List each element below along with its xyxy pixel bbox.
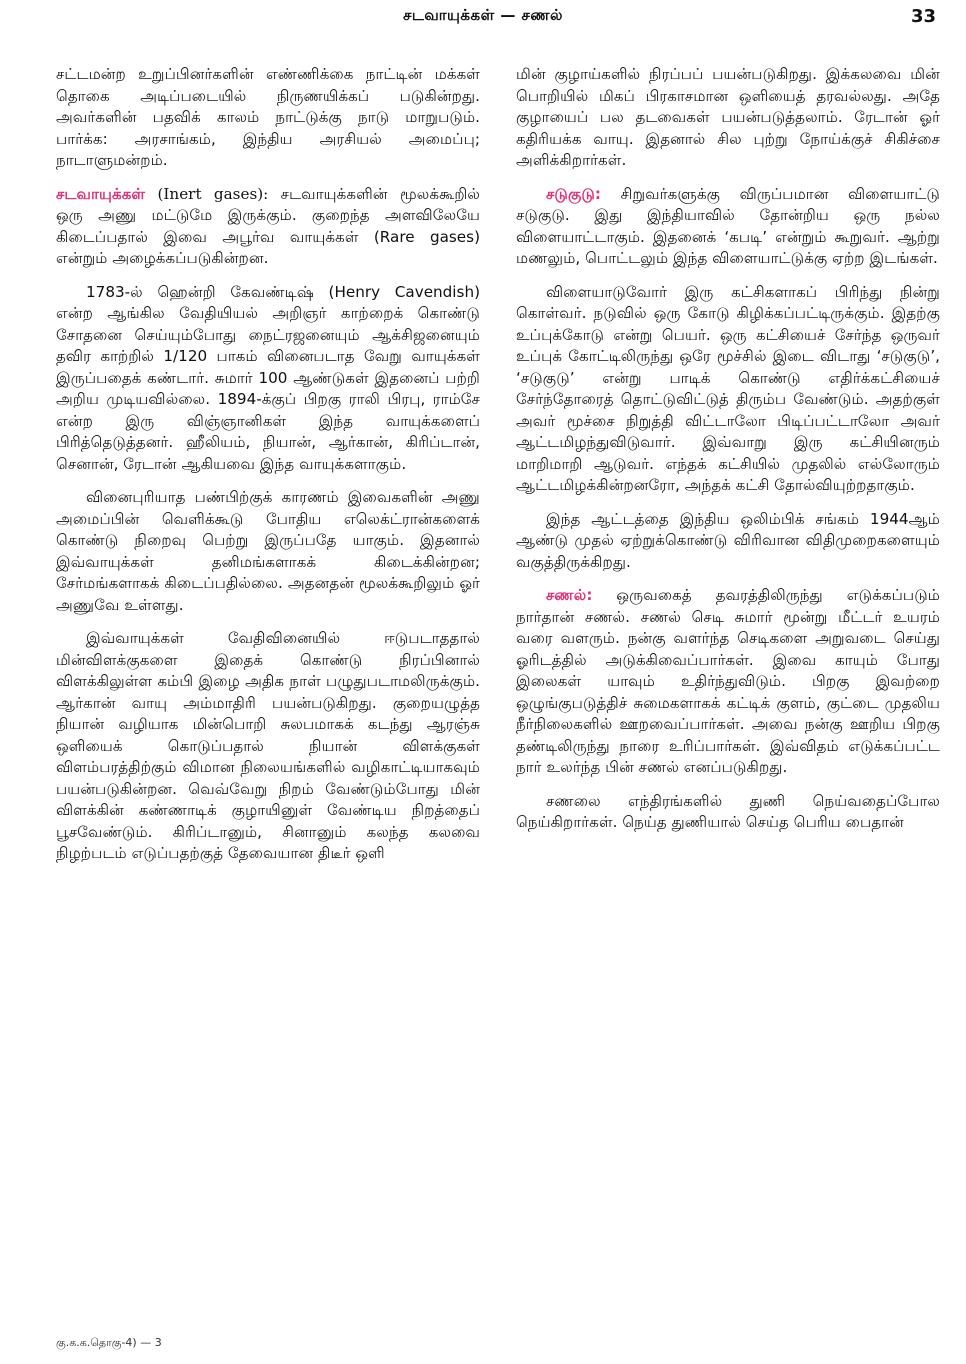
entry-text: ஒருவகைத் தவரத்திலிருந்து எடுக்கப்படும் நார்தான் சணல். சணல் செடி சுமார் மூன்று மீட்டர் உயரம் வரை வளரும். நன்கு வளர்ந்த செடிகளை அறுவடை செய்து ஓரிடத்தில் அடுக்கிவைப்பார்கள். இவை காயும் போது இலைகள் யாவும் உதிர்ந்துவிடும். பிறகு இவற்றை ஒழுங்குபடுத்திச் சுமைகளாகக் கட்டிக் குளம், குட்டை முதலிய நீர்நிலைகளில் ஊறவைப்பார்கள். அவை நன்கு ஊறிய பிறகு தண்டிலிருந்து நாரை உரிப்பார்கள். இவ்விதம் எடுக்கப்பட்ட நார் உலர்ந்த பின் சணல் எனப்படுகிறது.: [516, 586, 940, 776]
printer-signature: கு.க.க.தொகு-4) — 3: [56, 1336, 162, 1349]
left-column: [56, 64, 480, 1314]
running-head: சடவாயுக்கள் — சணல்: [403, 6, 563, 24]
entry-term: சணல்:: [546, 586, 593, 604]
right-column: [516, 64, 940, 1314]
paragraph: இந்த ஆட்டத்தை இந்திய ஒலிம்பிக் சங்கம் 1944ஆம் ஆண்டு முதல் ஏற்றுக்கொண்டு விரிவான விதிமுறைகளையும் வகுத்திருக்கிறது.: [516, 509, 940, 571]
entry-inert-gases: [56, 184, 480, 270]
page-header: [0, 6, 966, 30]
entry-text: சடவாயுக்களின் மூலக்கூறில் ஒரு அணு மட்டுமே இருக்கும். குறைந்த அளவிலேயே கிடைப்பதால் இவை அபூர்வ வாயுக்கள் (Rare gases) என்றும் அழைக்கப்படுகின்றன.: [56, 184, 480, 267]
entry-text: சிறுவர்களுக்கு விருப்பமான விளையாட்டு சடுகுடு. இது இந்தியாவில் தோன்றிய ஒரு நல்ல விளையாட்டாகும். இதனைக் ‘கபடி’ என்றும் கூறுவர். ஆற்று மணலும், பொட்டலும் இந்த விளையாட்டுக்கு ஏற்ற இடங்கள்.: [516, 184, 940, 267]
paragraph: மின் குழாய்களில் நிரப்பப் பயன்படுகிறது. இக்கலவை மின் பொறியில் மிகப் பிரகாசமான ஒளியைத் தரவல்லது. அதே குழாயைப் பல தடவைகள் பயன்படுத்தலாம். ரேடான் ஓர் கதிரியக்க வாயு. இதனால் சில புற்று நோய்க்குச் சிகிச்சை அளிக்கிறார்கள்.: [516, 65, 940, 169]
paragraph: விளையாடுவோர் இரு கட்சிகளாகப் பிரிந்து நின்று கொள்வர். நடுவில் ஒரு கோடு கிழிக்கப்பட்டிருக்கும். இதற்கு உப்புக்கோடு என்று பெயர். ஒரு கட்சியைச் சேர்ந்த ஒருவர் உப்புக் கோட்டிலிருந்து ஒரே மூச்சில் இடை விடாது ‘சடுகுடு’, ‘சடுகுடு’ என்று பாடிக் கொண்டு எதிர்க்கட்சியைச் சேர்ந்தோரைத் தொட்டுவிட்டுத் திரும்ப வேண்டும். அதற்குள் அவர் மூச்சை நிறுத்தி விட்டாலோ பிடிப்பட்டாலோ அவர் ஆட்டமிழந்துவிடுவார். இவ்வாறு இரு கட்சியினரும் மாறிமாறி ஆடுவர். எந்தக் கட்சியில் முதலில் எல்லோரும் ஆட்டமிழக்கின்றனரோ, அந்தக் கட்சி தோல்வியுற்றதாகும்.: [516, 282, 940, 494]
entry-jute: [516, 585, 940, 779]
paragraph: 1783-ல் ஹென்றி கேவண்டிஷ் (Henry Cavendish) என்ற ஆங்கில வேதியியல் அறிஞர் காற்றைக் கொண்டு சோதனை செய்யும்போது நைட்ரஜனையும் ஆக்சிஜனையும் தவிர காற்றில் 1/120 பாகம் வினைபடாத வேறு வாயுக்கள் இருப்பதைக் கண்டார். சுமார் 100 ஆண்டுகள் இதனைப் பற்றி அறிய முடியவில்லை. 1894-க்குப் பிறகு ராலி பிரபு, ராம்சே என்ற இரு விஞ்ஞானிகள் இந்த வாயுக்களைப் பிரித்தெடுத்தனர். ஹீலியம், நியான், ஆர்கான், கிரிப்டான், செனான், ரேடான் ஆகியவை இந்த வாயுக்களாகும்.: [56, 282, 480, 473]
entry-sadugudu: [516, 184, 940, 270]
entry-term: சடுகுடு:: [546, 184, 602, 203]
paragraph: சணலை எந்திரங்களில் துணி நெய்வதைப்போல நெய்கிறார்கள். நெய்த துணியால் செய்த பெரிய பைதான்: [516, 791, 940, 831]
page-number: 33: [910, 6, 936, 27]
entry-term: சடவாயுக்கள்: [56, 184, 146, 203]
paragraph: இவ்வாயுக்கள் வேதிவினையில் ஈடுபடாததால் மின்விளக்குகளை இதைக் கொண்டு நிரப்பினால் விளக்கிலுள்ள கம்பி இழை அதிக நாள் பழுதுபடாமலிருக்கும். ஆர்கான் வாயு அம்மாதிரி பயன்படுகிறது. குறையழுத்த நியான் வழியாக மின்பொறி சுலபமாகக் கடந்து ஆரஞ்சு ஒளியைக் கொடுப்பதால் நியான் விளக்குகள் விளம்பரத்திற்கும் விமான நிலையங்களில் வழிகாட்டியாகவும் பயன்படுகின்றன. வெவ்வேறு நிறம் வேண்டும்போது மின் விளக்கின் கண்ணாடிக் குழாயினுள் வேண்டிய நிறத்தைப் பூசவேண்டும். கிரிப்டானும், சினானும் கலந்த கலவை நிழற்படம் எடுப்பதற்குத் தேவையான திடீர் ஒளி: [56, 629, 480, 862]
paragraph: சட்டமன்ற உறுப்பினர்களின் எண்ணிக்கை நாட்டின் மக்கள் தொகை அடிப்படையில் நிருணயிக்கப் படுகின்றது. அவர்களின் பதவிக் காலம் நாட்டுக்கு நாடு மாறுபடும். பார்க்க: அரசாங்கம், இந்திய அரசியல் அமைப்பு; நாடாளுமன்றம்.: [56, 65, 480, 169]
paragraph: வினைபுரியாத பண்பிற்குக் காரணம் இவைகளின் அணு அமைப்பின் வெளிக்கூடு போதிய எலெக்ட்ரான்களைக் கொண்டு நிறைவு பெற்று இருப்பதே யாகும். இதனால் இவ்வாயுக்கள் தனிமங்களாகக் கிடைக்கின்றன; சேர்மங்களாகக் கிடைப்பதில்லை. அதனதன் மூலக்கூறிலும் ஓர் அணுவே உள்ளது.: [56, 488, 480, 614]
entry-english: (Inert gases):: [157, 184, 269, 203]
